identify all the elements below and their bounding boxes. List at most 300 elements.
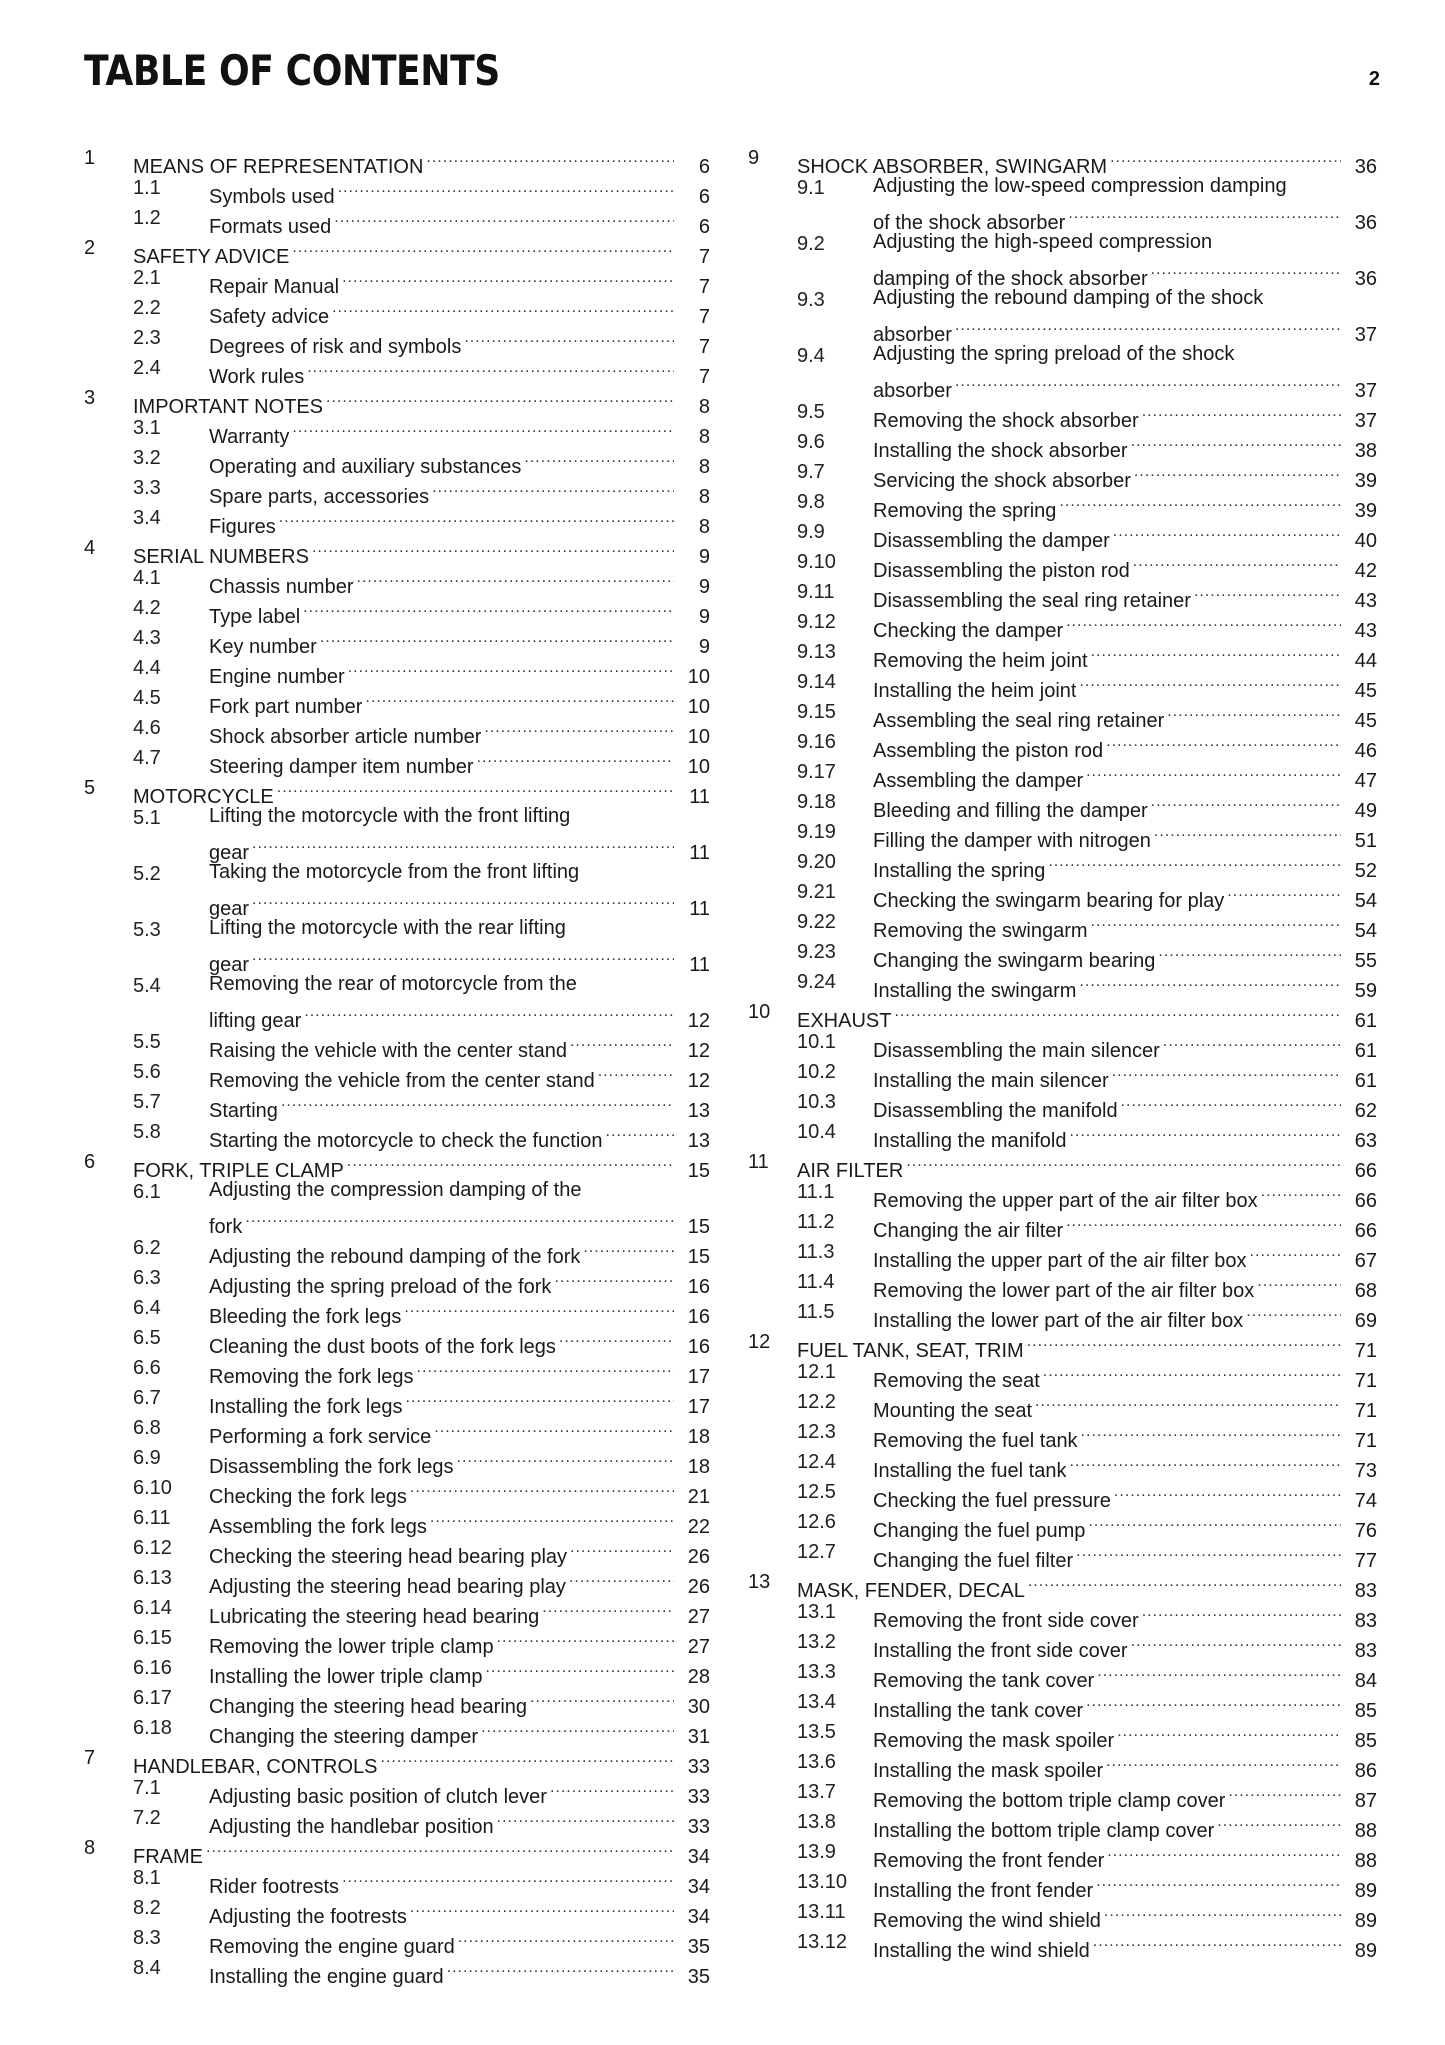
toc-section-entry[interactable] bbox=[84, 503, 710, 538]
entry-title: Spare parts, accessories bbox=[209, 486, 430, 508]
entry-page-number: 15 bbox=[687, 1160, 710, 1182]
section-number: 5.1 bbox=[133, 807, 161, 829]
toc-section-entry[interactable] bbox=[84, 653, 710, 688]
toc-section-entry[interactable] bbox=[84, 1773, 710, 1808]
toc-section-entry[interactable] bbox=[748, 637, 1377, 672]
toc-section-entry[interactable] bbox=[748, 1237, 1377, 1272]
dot-leader bbox=[278, 1087, 674, 1117]
entry-page-number: 66 bbox=[1354, 1220, 1377, 1242]
section-number: 5.7 bbox=[133, 1091, 161, 1113]
dot-leader bbox=[1164, 697, 1341, 727]
entry-page-number: 30 bbox=[687, 1696, 710, 1718]
entry-page-number: 76 bbox=[1354, 1520, 1377, 1542]
toc-section-entry[interactable] bbox=[84, 1177, 710, 1238]
entry-title: Disassembling the main silencer bbox=[873, 1040, 1160, 1062]
toc-section-entry[interactable] bbox=[84, 803, 710, 864]
toc-chapter-entry[interactable] bbox=[84, 773, 710, 808]
toc-section-entry[interactable] bbox=[84, 1293, 710, 1328]
dot-leader bbox=[1094, 1657, 1341, 1687]
toc-section-entry[interactable] bbox=[84, 743, 710, 778]
toc-section-entry[interactable] bbox=[84, 1383, 710, 1418]
toc-section-entry[interactable] bbox=[748, 229, 1377, 290]
toc-section-entry[interactable] bbox=[84, 1623, 710, 1658]
entry-page-number: 9 bbox=[698, 636, 710, 658]
toc-chapter-entry[interactable] bbox=[748, 143, 1377, 178]
section-number: 11.3 bbox=[797, 1241, 835, 1263]
section-number: 13.6 bbox=[797, 1751, 836, 1773]
toc-section-entry[interactable] bbox=[748, 1927, 1377, 1962]
toc-chapter-entry[interactable] bbox=[84, 533, 710, 568]
toc-chapter-entry[interactable] bbox=[84, 1147, 710, 1182]
toc-section-entry[interactable] bbox=[748, 1837, 1377, 1872]
dot-leader bbox=[344, 1147, 674, 1177]
section-number: 8.3 bbox=[133, 1927, 161, 1949]
toc-section-entry[interactable] bbox=[84, 1353, 710, 1388]
section-number: 6.18 bbox=[133, 1717, 172, 1739]
toc-section-entry[interactable] bbox=[748, 1627, 1377, 1662]
entry-title: Removing the upper part of the air filter box bbox=[873, 1190, 1258, 1212]
section-number: 4.1 bbox=[133, 567, 161, 589]
toc-chapter-entry[interactable] bbox=[748, 997, 1377, 1032]
toc-section-entry[interactable] bbox=[748, 817, 1377, 852]
chapter-number: 3 bbox=[84, 387, 96, 409]
toc-section-entry[interactable] bbox=[84, 1027, 710, 1062]
entry-title: damping of the shock absorber bbox=[873, 268, 1148, 290]
dot-leader bbox=[595, 1057, 674, 1087]
toc-chapter-entry[interactable] bbox=[84, 383, 710, 418]
toc-section-entry[interactable] bbox=[748, 1087, 1377, 1122]
dot-leader bbox=[903, 1147, 1341, 1177]
dot-leader bbox=[300, 593, 674, 623]
entry-page-number: 40 bbox=[1354, 530, 1377, 552]
toc-chapter-entry[interactable] bbox=[748, 1147, 1377, 1182]
section-number: 13.7 bbox=[797, 1781, 836, 1803]
entry-title: Removing the wind shield bbox=[873, 1910, 1101, 1932]
entry-title-first-line: Taking the motorcycle from the front lifting bbox=[209, 861, 580, 883]
toc-chapter-entry[interactable] bbox=[84, 1743, 710, 1778]
toc-section-entry[interactable] bbox=[748, 1687, 1377, 1722]
entry-title: Bleeding the fork legs bbox=[209, 1306, 402, 1328]
toc-section-entry[interactable] bbox=[84, 203, 710, 238]
section-number: 9.20 bbox=[797, 851, 836, 873]
entry-page-number: 18 bbox=[687, 1456, 710, 1478]
entry-title: SAFETY ADVICE bbox=[133, 246, 290, 268]
toc-chapter-entry[interactable] bbox=[748, 1327, 1377, 1362]
entry-title: Removing the engine guard bbox=[209, 1936, 455, 1958]
dot-leader bbox=[1056, 487, 1341, 517]
toc-section-entry[interactable] bbox=[84, 713, 710, 748]
toc-section-entry[interactable] bbox=[84, 1653, 710, 1688]
entry-page-number: 83 bbox=[1354, 1580, 1377, 1602]
dot-leader bbox=[1160, 1027, 1341, 1057]
section-number: 6.4 bbox=[133, 1297, 161, 1319]
entry-title: Figures bbox=[209, 516, 276, 538]
toc-section-entry[interactable] bbox=[748, 877, 1377, 912]
dot-leader bbox=[461, 323, 674, 353]
toc-section-entry[interactable] bbox=[748, 173, 1377, 234]
toc-section-entry[interactable] bbox=[748, 577, 1377, 612]
entry-title: Installing the fork legs bbox=[209, 1396, 403, 1418]
entry-page-number: 35 bbox=[687, 1966, 710, 1988]
section-number: 9.17 bbox=[797, 761, 836, 783]
entry-title: Safety advice bbox=[209, 306, 330, 328]
toc-section-entry[interactable] bbox=[748, 487, 1377, 522]
entry-title: Starting bbox=[209, 1100, 278, 1122]
dot-leader bbox=[1076, 967, 1341, 997]
entry-title: Cleaning the dust boots of the fork legs bbox=[209, 1336, 556, 1358]
entry-page-number: 84 bbox=[1354, 1670, 1377, 1692]
toc-section-entry[interactable] bbox=[84, 1503, 710, 1538]
entry-page-number: 73 bbox=[1354, 1460, 1377, 1482]
entry-title: Warranty bbox=[209, 426, 290, 448]
section-number: 6.15 bbox=[133, 1627, 172, 1649]
entry-title: Type label bbox=[209, 606, 301, 628]
entry-page-number: 42 bbox=[1354, 560, 1377, 582]
toc-section-entry[interactable] bbox=[84, 971, 710, 1032]
entry-title: Repair Manual bbox=[209, 276, 340, 298]
entry-page-number: 21 bbox=[687, 1486, 710, 1508]
entry-page-number: 16 bbox=[687, 1306, 710, 1328]
toc-section-entry[interactable] bbox=[748, 547, 1377, 582]
toc-section-entry[interactable] bbox=[748, 697, 1377, 732]
toc-section-entry[interactable] bbox=[748, 1207, 1377, 1242]
toc-section-entry[interactable] bbox=[748, 967, 1377, 1002]
entry-title-first-line: Adjusting the compression damping of the bbox=[209, 1179, 582, 1201]
toc-section-entry[interactable] bbox=[748, 397, 1377, 432]
toc-section-entry[interactable] bbox=[748, 285, 1377, 346]
toc-section-entry[interactable] bbox=[84, 1233, 710, 1268]
toc-section-entry[interactable] bbox=[84, 859, 710, 920]
toc-section-entry[interactable] bbox=[84, 1563, 710, 1598]
dot-leader bbox=[1066, 1117, 1341, 1147]
section-number: 5.4 bbox=[133, 975, 161, 997]
toc-section-entry[interactable] bbox=[748, 1447, 1377, 1482]
dot-leader bbox=[1139, 1597, 1341, 1627]
toc-section-entry[interactable] bbox=[748, 517, 1377, 552]
dot-leader bbox=[309, 533, 674, 563]
dot-leader bbox=[1063, 607, 1341, 637]
dot-leader bbox=[1114, 1717, 1341, 1747]
toc-section-entry[interactable] bbox=[84, 623, 710, 658]
section-number: 3.2 bbox=[133, 447, 161, 469]
entry-page-number: 11 bbox=[689, 954, 710, 976]
toc-chapter-entry[interactable] bbox=[84, 1833, 710, 1868]
toc-section-entry[interactable] bbox=[84, 1533, 710, 1568]
section-number: 9.11 bbox=[797, 581, 835, 603]
entry-page-number: 36 bbox=[1354, 212, 1377, 234]
entry-page-number: 7 bbox=[698, 336, 710, 358]
section-number: 8.4 bbox=[133, 1957, 161, 1979]
entry-page-number: 39 bbox=[1354, 500, 1377, 522]
entry-page-number: 16 bbox=[687, 1336, 710, 1358]
entry-page-number: 61 bbox=[1354, 1010, 1377, 1032]
toc-section-entry[interactable] bbox=[84, 323, 710, 358]
dot-leader bbox=[1128, 1627, 1341, 1657]
section-number: 3.1 bbox=[133, 417, 161, 439]
toc-section-entry[interactable] bbox=[748, 757, 1377, 792]
entry-page-number: 16 bbox=[687, 1276, 710, 1298]
dot-leader bbox=[580, 1233, 674, 1263]
dot-leader bbox=[1093, 1867, 1341, 1897]
toc-section-entry[interactable] bbox=[748, 1387, 1377, 1422]
toc-section-entry[interactable] bbox=[84, 563, 710, 598]
section-number: 12.6 bbox=[797, 1511, 836, 1533]
entry-title: Assembling the piston rod bbox=[873, 740, 1104, 762]
entry-page-number: 35 bbox=[687, 1936, 710, 1958]
toc-section-entry[interactable] bbox=[748, 1177, 1377, 1212]
dot-leader bbox=[289, 413, 674, 443]
toc-section-entry[interactable] bbox=[84, 263, 710, 298]
dot-leader bbox=[603, 1117, 674, 1147]
entry-title: Removing the bottom triple clamp cover bbox=[873, 1790, 1226, 1812]
section-number: 2.1 bbox=[133, 267, 161, 289]
toc-section-entry[interactable] bbox=[84, 915, 710, 976]
entry-title: gear bbox=[209, 898, 250, 920]
toc-section-entry[interactable] bbox=[84, 1683, 710, 1718]
entry-page-number: 11 bbox=[689, 898, 710, 920]
toc-section-entry[interactable] bbox=[84, 1593, 710, 1628]
toc-section-entry[interactable] bbox=[748, 1777, 1377, 1812]
toc-section-entry[interactable] bbox=[84, 593, 710, 628]
entry-page-number: 12 bbox=[687, 1070, 710, 1092]
dot-leader bbox=[1025, 1567, 1341, 1597]
section-number: 6.10 bbox=[133, 1477, 172, 1499]
toc-section-entry[interactable] bbox=[748, 1807, 1377, 1842]
dot-leader bbox=[1109, 1057, 1341, 1087]
entry-page-number: 85 bbox=[1354, 1700, 1377, 1722]
toc-section-entry[interactable] bbox=[748, 1537, 1377, 1572]
dot-leader bbox=[567, 1533, 674, 1563]
entry-title: Removing the front side cover bbox=[873, 1610, 1139, 1632]
toc-section-entry[interactable] bbox=[748, 607, 1377, 642]
toc-section-entry[interactable] bbox=[748, 907, 1377, 942]
toc-section-entry[interactable] bbox=[84, 413, 710, 448]
dot-leader bbox=[1258, 1177, 1341, 1207]
entry-page-number: 89 bbox=[1354, 1880, 1377, 1902]
toc-chapter-entry[interactable] bbox=[748, 1567, 1377, 1602]
section-number: 11.1 bbox=[797, 1181, 835, 1203]
entry-title: Installing the front side cover bbox=[873, 1640, 1128, 1662]
section-number: 1.1 bbox=[133, 177, 161, 199]
dot-leader bbox=[1155, 937, 1341, 967]
entry-title: Formats used bbox=[209, 216, 332, 238]
chapter-number: 11 bbox=[748, 1151, 769, 1173]
entry-title: Degrees of risk and symbols bbox=[209, 336, 462, 358]
toc-section-entry[interactable] bbox=[84, 173, 710, 208]
entry-page-number: 45 bbox=[1354, 710, 1377, 732]
entry-title: gear bbox=[209, 954, 250, 976]
toc-section-entry[interactable] bbox=[84, 683, 710, 718]
entry-page-number: 55 bbox=[1354, 950, 1377, 972]
dot-leader bbox=[203, 1833, 674, 1863]
dot-leader bbox=[527, 1683, 674, 1713]
entry-page-number: 28 bbox=[687, 1666, 710, 1688]
toc-section-entry[interactable] bbox=[84, 1443, 710, 1478]
entry-title: Removing the mask spoiler bbox=[873, 1730, 1115, 1752]
chapter-number: 9 bbox=[748, 147, 760, 169]
dot-leader bbox=[481, 713, 674, 743]
entry-page-number: 68 bbox=[1354, 1280, 1377, 1302]
toc-chapter-entry[interactable] bbox=[84, 143, 710, 178]
entry-page-number: 22 bbox=[687, 1516, 710, 1538]
entry-title: Removing the lower part of the air filter box bbox=[873, 1280, 1255, 1302]
section-number: 9.18 bbox=[797, 791, 836, 813]
entry-page-number: 10 bbox=[687, 726, 710, 748]
toc-section-entry[interactable] bbox=[84, 1893, 710, 1928]
entry-title: Removing the swingarm bbox=[873, 920, 1088, 942]
entry-page-number: 17 bbox=[687, 1396, 710, 1418]
section-number: 9.19 bbox=[797, 821, 836, 843]
toc-section-entry[interactable] bbox=[84, 1713, 710, 1748]
toc-section-entry[interactable] bbox=[748, 727, 1377, 762]
toc-section-entry[interactable] bbox=[748, 1297, 1377, 1332]
toc-section-entry[interactable] bbox=[748, 457, 1377, 492]
entry-title: Installing the heim joint bbox=[873, 680, 1077, 702]
dot-leader bbox=[1104, 1837, 1341, 1867]
entry-page-number: 71 bbox=[1354, 1430, 1377, 1452]
toc-section-entry[interactable] bbox=[84, 1923, 710, 1958]
entry-page-number: 69 bbox=[1354, 1310, 1377, 1332]
entry-page-number: 89 bbox=[1354, 1940, 1377, 1962]
entry-title: Installing the lower triple clamp bbox=[209, 1666, 483, 1688]
toc-section-entry[interactable] bbox=[84, 1323, 710, 1358]
entry-title: of the shock absorber bbox=[873, 212, 1066, 234]
toc-section-entry[interactable] bbox=[748, 1117, 1377, 1152]
toc-section-entry[interactable] bbox=[84, 1803, 710, 1838]
entry-page-number: 46 bbox=[1354, 740, 1377, 762]
section-number: 9.14 bbox=[797, 671, 836, 693]
toc-section-entry[interactable] bbox=[84, 1863, 710, 1898]
toc-section-entry[interactable] bbox=[84, 1117, 710, 1152]
toc-section-entry[interactable] bbox=[748, 1867, 1377, 1902]
toc-section-entry[interactable] bbox=[84, 1057, 710, 1092]
toc-section-entry[interactable] bbox=[748, 1897, 1377, 1932]
entry-title: Assembling the seal ring retainer bbox=[873, 710, 1165, 732]
entry-page-number: 83 bbox=[1354, 1640, 1377, 1662]
section-number: 6.2 bbox=[133, 1237, 161, 1259]
toc-section-entry[interactable] bbox=[748, 1597, 1377, 1632]
entry-page-number: 9 bbox=[698, 546, 710, 568]
section-number: 9.1 bbox=[797, 177, 825, 199]
entry-page-number: 15 bbox=[687, 1216, 710, 1238]
toc-section-entry[interactable] bbox=[748, 847, 1377, 882]
entry-page-number: 9 bbox=[698, 606, 710, 628]
toc-section-entry[interactable] bbox=[748, 427, 1377, 462]
toc-section-entry[interactable] bbox=[748, 667, 1377, 702]
dot-leader bbox=[249, 829, 674, 859]
section-number: 6.6 bbox=[133, 1357, 161, 1379]
entry-page-number: 27 bbox=[687, 1636, 710, 1658]
toc-section-entry[interactable] bbox=[84, 473, 710, 508]
chapter-number: 12 bbox=[748, 1331, 771, 1353]
toc-section-entry[interactable] bbox=[748, 1717, 1377, 1752]
entry-title: Adjusting the steering head bearing play bbox=[209, 1576, 566, 1598]
dot-leader bbox=[1073, 1537, 1341, 1567]
entry-title: Changing the air filter bbox=[873, 1220, 1064, 1242]
section-number: 13.3 bbox=[797, 1661, 836, 1683]
toc-section-entry[interactable] bbox=[84, 353, 710, 388]
toc-section-entry[interactable] bbox=[84, 1953, 710, 1988]
entry-title: Changing the fuel filter bbox=[873, 1550, 1074, 1572]
section-number: 9.10 bbox=[797, 551, 836, 573]
entry-title: Disassembling the piston rod bbox=[873, 560, 1130, 582]
toc-section-entry[interactable] bbox=[748, 1747, 1377, 1782]
toc-section-entry[interactable] bbox=[84, 1087, 710, 1122]
toc-chapter-entry[interactable] bbox=[84, 233, 710, 268]
section-number: 5.3 bbox=[133, 919, 161, 941]
toc-section-entry[interactable] bbox=[84, 1413, 710, 1448]
toc-section-entry[interactable] bbox=[748, 341, 1377, 402]
entry-title: Disassembling the fork legs bbox=[209, 1456, 454, 1478]
toc-section-entry[interactable] bbox=[84, 1263, 710, 1298]
toc-section-entry[interactable] bbox=[748, 1357, 1377, 1392]
entry-page-number: 89 bbox=[1354, 1910, 1377, 1932]
section-number: 4.4 bbox=[133, 657, 161, 679]
chapter-number: 8 bbox=[84, 1837, 96, 1859]
dot-leader bbox=[1083, 1687, 1341, 1717]
dot-leader bbox=[1078, 1417, 1341, 1447]
entry-page-number: 9 bbox=[698, 576, 710, 598]
dot-leader bbox=[1130, 547, 1341, 577]
toc-section-entry[interactable] bbox=[748, 1477, 1377, 1512]
entry-page-number: 10 bbox=[687, 666, 710, 688]
dot-leader bbox=[339, 1863, 674, 1893]
toc-section-entry[interactable] bbox=[748, 1057, 1377, 1092]
entry-title-first-line: Lifting the motorcycle with the rear lifting bbox=[209, 917, 566, 939]
section-number: 13.9 bbox=[797, 1841, 836, 1863]
entry-page-number: 6 bbox=[698, 186, 710, 208]
toc-section-entry[interactable] bbox=[84, 293, 710, 328]
dot-leader bbox=[289, 233, 674, 263]
dot-leader bbox=[274, 773, 674, 803]
entry-page-number: 49 bbox=[1354, 800, 1377, 822]
toc-column-right bbox=[748, 143, 1377, 1962]
toc-section-entry[interactable] bbox=[748, 937, 1377, 972]
toc-section-entry[interactable] bbox=[84, 443, 710, 478]
section-number: 9.2 bbox=[797, 233, 825, 255]
dot-leader bbox=[1103, 1747, 1341, 1777]
entry-title: Shock absorber article number bbox=[209, 726, 482, 748]
entry-page-number: 8 bbox=[698, 486, 710, 508]
section-number: 10.4 bbox=[797, 1121, 836, 1143]
entry-title: Symbols used bbox=[209, 186, 335, 208]
entry-title: Servicing the shock absorber bbox=[873, 470, 1131, 492]
toc-section-entry[interactable] bbox=[748, 1417, 1377, 1452]
dot-leader bbox=[566, 1563, 674, 1593]
dot-leader bbox=[1085, 1507, 1341, 1537]
toc-section-entry[interactable] bbox=[748, 1267, 1377, 1302]
entry-title: Rider footrests bbox=[209, 1876, 340, 1898]
entry-title: Installing the engine guard bbox=[209, 1966, 444, 1988]
toc-section-entry[interactable] bbox=[748, 787, 1377, 822]
entry-page-number: 12 bbox=[687, 1040, 710, 1062]
toc-section-entry[interactable] bbox=[748, 1507, 1377, 1542]
entry-page-number: 10 bbox=[687, 756, 710, 778]
dot-leader bbox=[407, 1893, 674, 1923]
entry-title: Removing the fuel tank bbox=[873, 1430, 1078, 1452]
dot-leader bbox=[1128, 427, 1341, 457]
entry-title: Operating and auxiliary substances bbox=[209, 456, 522, 478]
entry-page-number: 8 bbox=[698, 456, 710, 478]
toc-section-entry[interactable] bbox=[748, 1657, 1377, 1692]
entry-title: Disassembling the manifold bbox=[873, 1100, 1118, 1122]
toc-section-entry[interactable] bbox=[84, 1473, 710, 1508]
toc-section-entry[interactable] bbox=[748, 1027, 1377, 1062]
entry-page-number: 87 bbox=[1354, 1790, 1377, 1812]
entry-title: Changing the steering head bearing bbox=[209, 1696, 528, 1718]
entry-title: FRAME bbox=[133, 1846, 203, 1868]
dot-leader bbox=[478, 1713, 674, 1743]
